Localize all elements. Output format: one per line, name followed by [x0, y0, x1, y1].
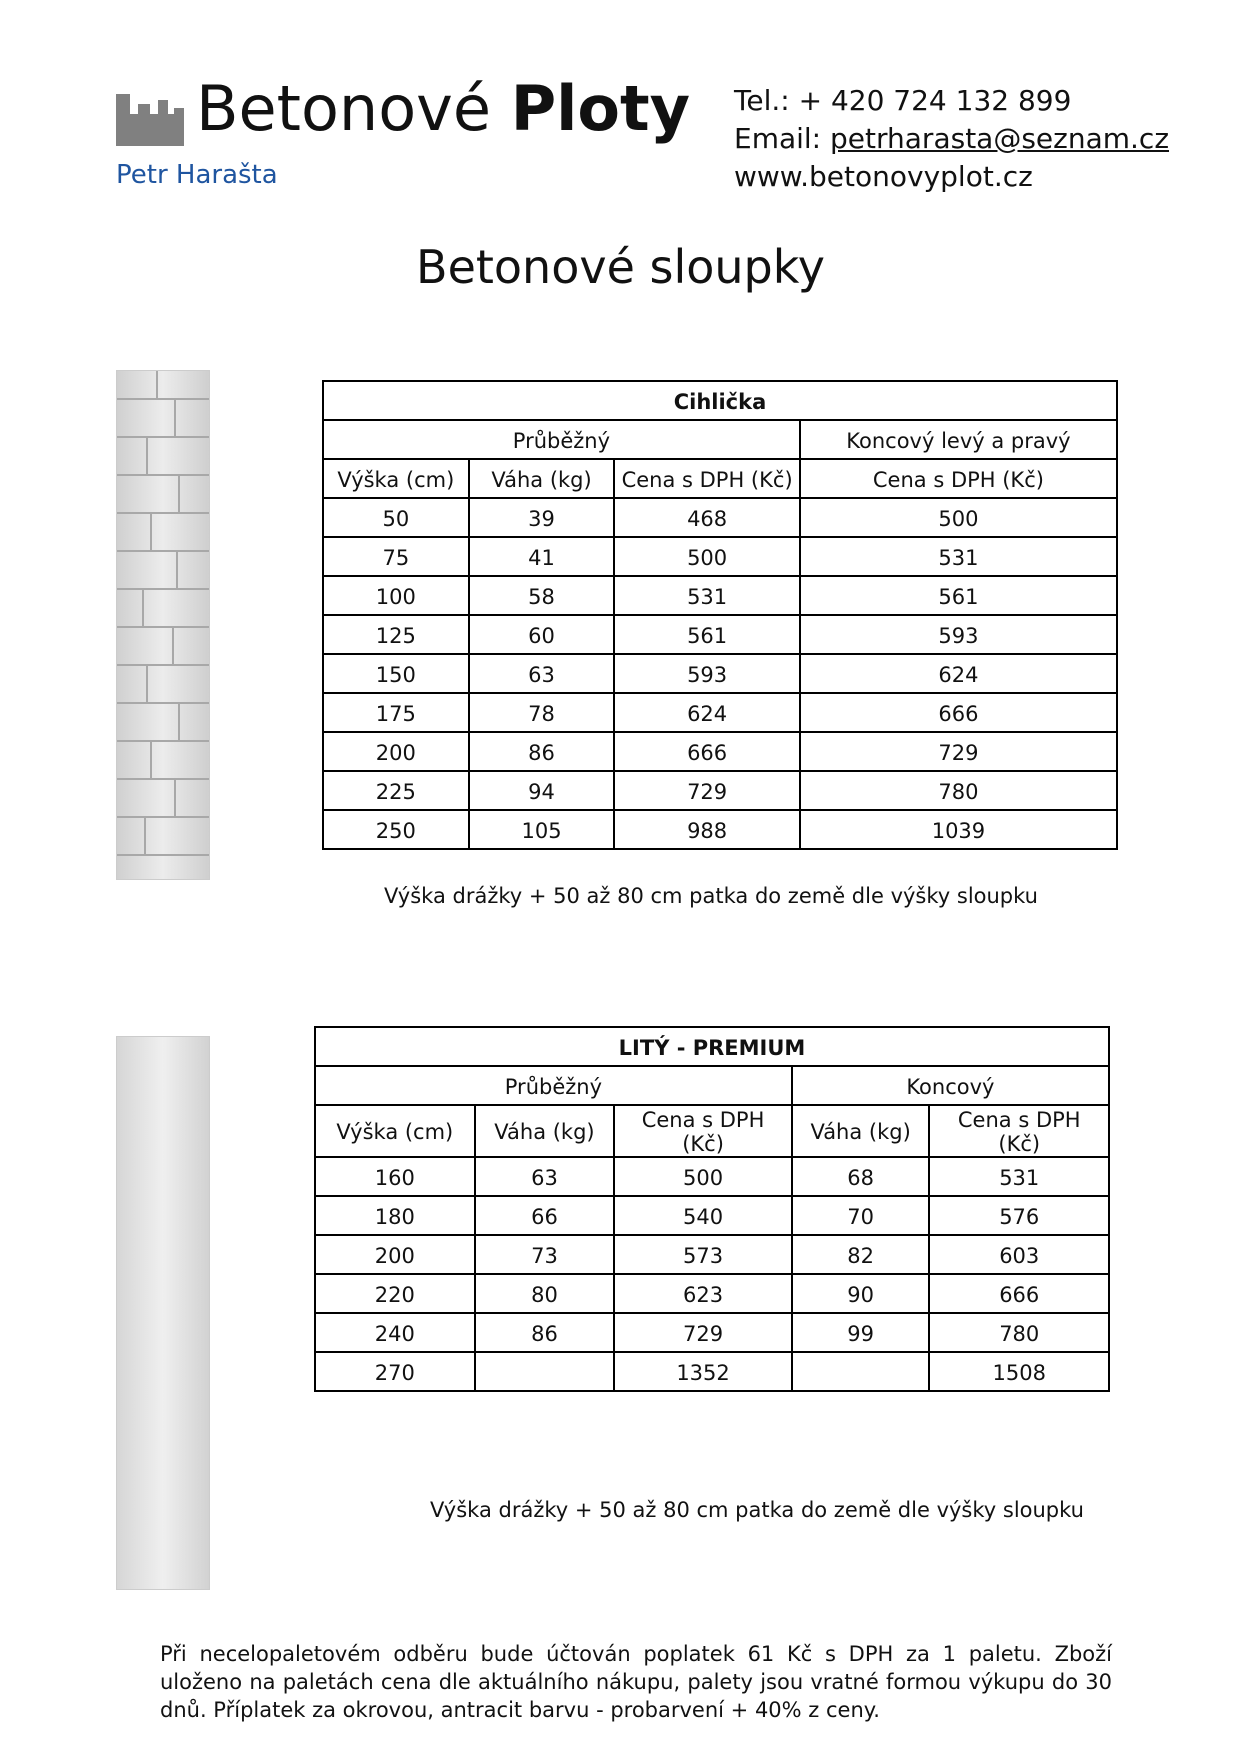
- footer-note: Při necelopaletovém odběru bude účtován poplatek 61 Kč s DPH za 1 paletu. Zboží uloženo na paletách cena dle aktuálního nákupu, palety jsou vratné formou výkupu do 30 dnů. Příplatek za okrovou, antracit barvu - probarvení + 40% z ceny.: [160, 1642, 1112, 1722]
- cell: 80: [475, 1274, 615, 1313]
- cell: 160: [315, 1157, 475, 1196]
- cell: 105: [469, 810, 615, 849]
- cell: 78: [469, 693, 615, 732]
- cell: 729: [614, 771, 800, 810]
- cell: 86: [475, 1313, 615, 1352]
- cell: 576: [929, 1196, 1109, 1235]
- cell: 1508: [929, 1352, 1109, 1391]
- smooth-post-image: [116, 1036, 210, 1590]
- table-row: [323, 810, 1117, 849]
- cihlicka-price-table: [322, 380, 1118, 850]
- table2-col-weight: Váha (kg): [475, 1105, 615, 1157]
- table-row: [323, 615, 1117, 654]
- cell: 988: [614, 810, 800, 849]
- cell: 666: [614, 732, 800, 771]
- brand-name: [196, 72, 691, 145]
- table-row: [315, 1157, 1109, 1196]
- cell: 82: [792, 1235, 930, 1274]
- table-row: [315, 1352, 1109, 1391]
- cell: 200: [315, 1235, 475, 1274]
- table-row: [323, 537, 1117, 576]
- email-link[interactable]: petrharasta@seznam.cz: [830, 122, 1170, 155]
- cell: 1039: [800, 810, 1117, 849]
- cell: 500: [800, 498, 1117, 537]
- table1-group-end: Koncový levý a pravý: [800, 420, 1117, 459]
- cell: 540: [614, 1196, 792, 1235]
- cell: 531: [929, 1157, 1109, 1196]
- cell: 780: [800, 771, 1117, 810]
- website-link[interactable]: www.betonovyplot.cz: [734, 160, 1033, 193]
- cell: 90: [792, 1274, 930, 1313]
- table2-group-through: Průběžný: [315, 1066, 792, 1105]
- cell: 593: [614, 654, 800, 693]
- cell: 623: [614, 1274, 792, 1313]
- table2-col-price-end: Cena s DPH (Kč): [929, 1105, 1109, 1157]
- table2-note: Výška drážky + 50 až 80 cm patka do země dle výšky sloupku: [430, 1498, 1084, 1522]
- cell: 100: [323, 576, 469, 615]
- cell: 175: [323, 693, 469, 732]
- table-row: [315, 1235, 1109, 1274]
- cell: 666: [929, 1274, 1109, 1313]
- cell: 125: [323, 615, 469, 654]
- cell: 270: [315, 1352, 475, 1391]
- contact-block: [734, 82, 1169, 196]
- cell: 75: [323, 537, 469, 576]
- owner-name: Petr Harašta: [116, 160, 278, 190]
- cell: 624: [614, 693, 800, 732]
- brick-post-image: [116, 370, 210, 880]
- brand-bold: Ploty: [510, 72, 691, 145]
- table-row: [315, 1274, 1109, 1313]
- cell: 73: [475, 1235, 615, 1274]
- table1-col-price-end: Cena s DPH (Kč): [800, 459, 1117, 498]
- cell: 180: [315, 1196, 475, 1235]
- cell: 729: [614, 1313, 792, 1352]
- brand-light: Betonové: [196, 72, 491, 145]
- cell: 63: [475, 1157, 615, 1196]
- table-row: [315, 1313, 1109, 1352]
- cell: [475, 1352, 615, 1391]
- table-row: [323, 654, 1117, 693]
- cell: 561: [800, 576, 1117, 615]
- cell: 624: [800, 654, 1117, 693]
- cell: 50: [323, 498, 469, 537]
- table1-col-weight: Váha (kg): [469, 459, 615, 498]
- cell: 1352: [614, 1352, 792, 1391]
- cell: 531: [614, 576, 800, 615]
- cell: 39: [469, 498, 615, 537]
- table-row: [315, 1196, 1109, 1235]
- lity-premium-price-table: [314, 1026, 1110, 1392]
- table-row: [323, 771, 1117, 810]
- cell: 60: [469, 615, 615, 654]
- cell: 58: [469, 576, 615, 615]
- phone: Tel.: + 420 724 132 899: [734, 84, 1072, 117]
- cell: 66: [475, 1196, 615, 1235]
- table2-title: LITÝ - PREMIUM: [315, 1027, 1109, 1066]
- table1-col-price: Cena s DPH (Kč): [614, 459, 800, 498]
- cell: 468: [614, 498, 800, 537]
- cell: 666: [800, 693, 1117, 732]
- page-title: Betonové sloupky: [416, 240, 825, 294]
- cell: 573: [614, 1235, 792, 1274]
- cell: 500: [614, 1157, 792, 1196]
- cell: 220: [315, 1274, 475, 1313]
- table-row: [323, 576, 1117, 615]
- table-row: [323, 498, 1117, 537]
- table-row: [323, 693, 1117, 732]
- cell: 200: [323, 732, 469, 771]
- cell: 99: [792, 1313, 930, 1352]
- cell: 780: [929, 1313, 1109, 1352]
- cell: 68: [792, 1157, 930, 1196]
- cell: 603: [929, 1235, 1109, 1274]
- cell: 70: [792, 1196, 930, 1235]
- table-row: [323, 732, 1117, 771]
- cell: 500: [614, 537, 800, 576]
- cell: 593: [800, 615, 1117, 654]
- cell: [792, 1352, 930, 1391]
- cell: 531: [800, 537, 1117, 576]
- cell: 63: [469, 654, 615, 693]
- table1-col-height: Výška (cm): [323, 459, 469, 498]
- table1-note: Výška drážky + 50 až 80 cm patka do země dle výšky sloupku: [384, 884, 1038, 908]
- table2-group-end: Koncový: [792, 1066, 1109, 1105]
- table1-group-through: Průběžný: [323, 420, 800, 459]
- table1-title: Cihlička: [323, 381, 1117, 420]
- cell: 561: [614, 615, 800, 654]
- cell: 225: [323, 771, 469, 810]
- cell: 250: [323, 810, 469, 849]
- table2-col-height: Výška (cm): [315, 1105, 475, 1157]
- cell: 41: [469, 537, 615, 576]
- cell: 729: [800, 732, 1117, 771]
- table2-col-weight-end: Váha (kg): [792, 1105, 930, 1157]
- table2-col-price: Cena s DPH (Kč): [614, 1105, 792, 1157]
- cell: 86: [469, 732, 615, 771]
- logo-icon: [116, 94, 184, 146]
- email-label: Email:: [734, 122, 822, 155]
- cell: 150: [323, 654, 469, 693]
- cell: 240: [315, 1313, 475, 1352]
- cell: 94: [469, 771, 615, 810]
- email-line: [734, 120, 1169, 158]
